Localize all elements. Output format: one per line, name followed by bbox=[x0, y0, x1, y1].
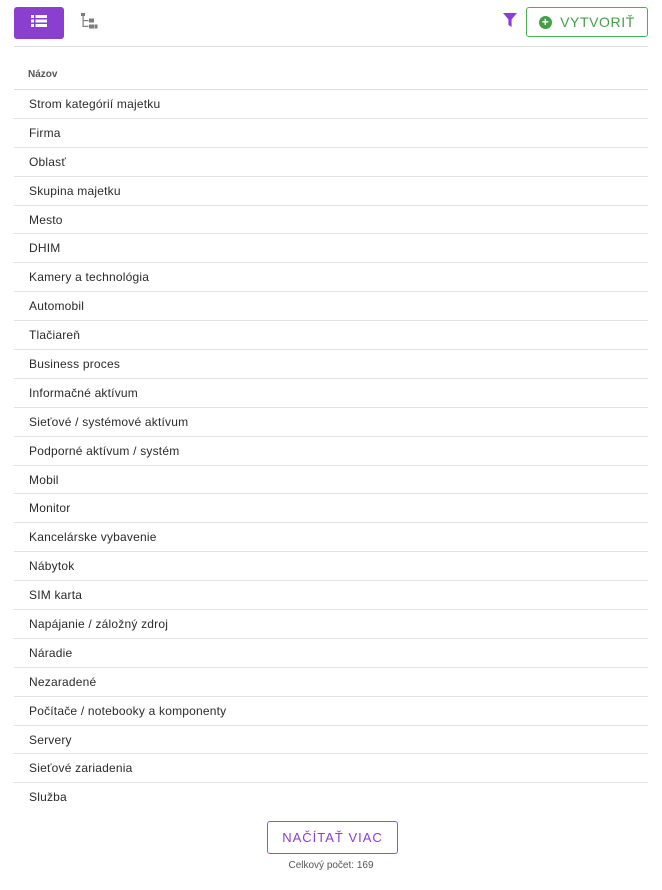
list-icon bbox=[31, 14, 47, 32]
tree-icon bbox=[81, 13, 98, 34]
filter-button[interactable] bbox=[500, 13, 520, 33]
table-row[interactable]: Strom kategórií majetku bbox=[14, 90, 648, 119]
table-row[interactable]: Servery bbox=[14, 726, 648, 755]
table-row[interactable]: Sieťové zariadenia bbox=[14, 754, 648, 783]
table-row[interactable]: Služba bbox=[29, 790, 67, 805]
table-row[interactable]: Business proces bbox=[14, 350, 648, 379]
filter-icon bbox=[503, 13, 517, 33]
category-table bbox=[14, 60, 648, 812]
table-row[interactable]: Mobil bbox=[14, 466, 648, 495]
table-row[interactable]: Monitor bbox=[14, 494, 648, 523]
table-row[interactable]: Napájanie / záložný zdroj bbox=[14, 610, 648, 639]
table-row[interactable]: Mesto bbox=[14, 206, 648, 235]
table-row[interactable]: Podporné aktívum / systém bbox=[14, 437, 648, 466]
toolbar-divider bbox=[14, 46, 648, 47]
toolbar bbox=[14, 7, 648, 39]
table-row[interactable]: Nábytok bbox=[14, 552, 648, 581]
plus-circle-icon: + bbox=[539, 16, 552, 29]
column-header-name[interactable]: Názov bbox=[14, 60, 648, 90]
table-row[interactable]: Sieťové / systémové aktívum bbox=[14, 408, 648, 437]
table-row[interactable]: Kancelárske vybavenie bbox=[14, 523, 648, 552]
table-row[interactable]: DHIM bbox=[14, 234, 648, 263]
table-row[interactable]: Kamery a technológia bbox=[14, 263, 648, 292]
list-view-button[interactable] bbox=[14, 7, 64, 39]
table-row[interactable]: Tlačiareň bbox=[14, 321, 648, 350]
table-row[interactable]: Nezaradené bbox=[14, 668, 648, 697]
load-more-button[interactable]: NAČÍTAŤ VIAC bbox=[267, 821, 398, 854]
table-row[interactable]: Počítače / notebooky a komponenty bbox=[14, 697, 648, 726]
tree-view-button[interactable] bbox=[72, 7, 106, 39]
create-button[interactable] bbox=[526, 7, 648, 37]
table-row[interactable]: SIM karta bbox=[14, 581, 648, 610]
total-count: Celkový počet: 169 bbox=[288, 860, 374, 871]
table-row[interactable]: Oblasť bbox=[14, 148, 648, 177]
table-row[interactable]: Skupina majetku bbox=[14, 177, 648, 206]
create-button-label: VYTVORIŤ bbox=[560, 14, 635, 30]
table-row[interactable]: Náradie bbox=[14, 639, 648, 668]
table-row[interactable]: Firma bbox=[14, 119, 648, 148]
table-row[interactable]: Informačné aktívum bbox=[14, 379, 648, 408]
table-row[interactable]: Automobil bbox=[14, 292, 648, 321]
